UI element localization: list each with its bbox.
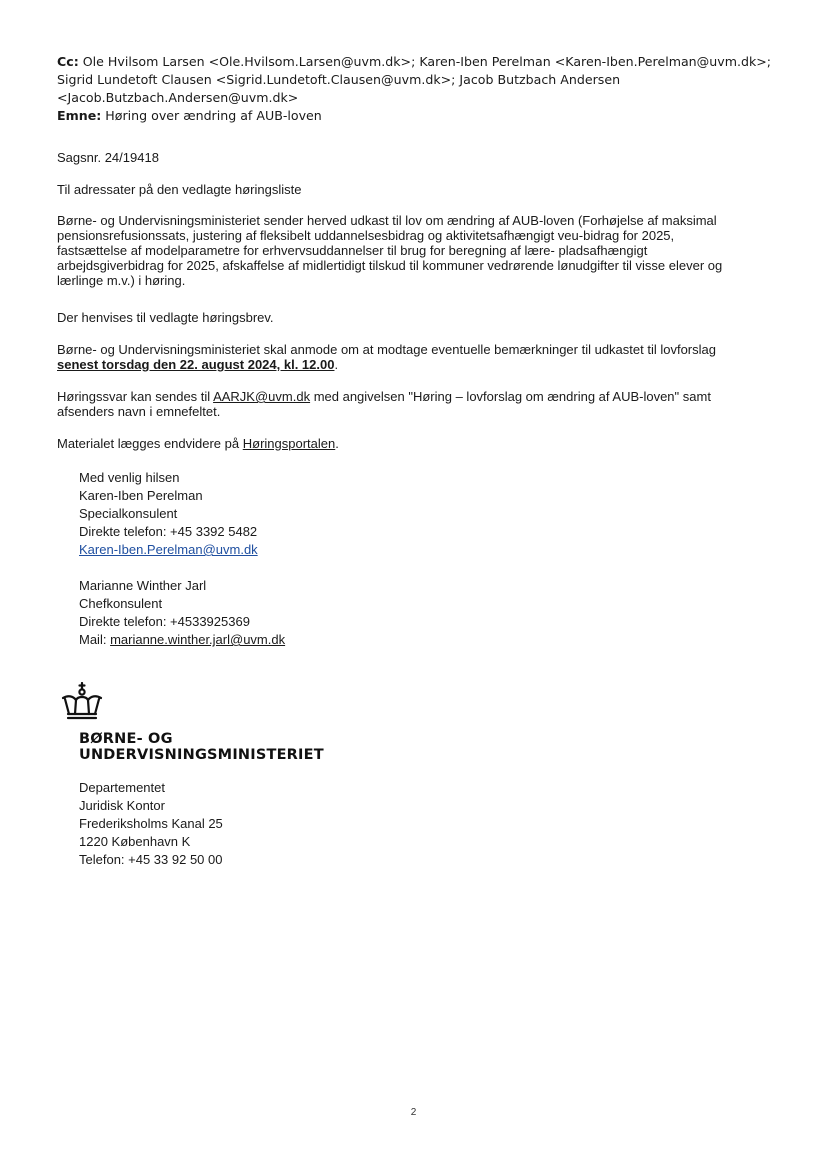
cc-recipients: Ole Hvilsom Larsen <Ole.Hvilsom.Larsen@uvm.dk>; Karen-Iben Perelman <Karen-Iben.Perelman@uvm.dk>; [82,54,772,69]
portal-link[interactable]: Høringsportalen [242,436,336,451]
office: Juridisk Kontor [79,798,165,813]
subject-text: Høring over ændring af AUB-loven [105,108,322,123]
paragraph-line: pensionsrefusionssats, justering af fleksibelt uddannelsesbidrag og aktivitetsafhængigt veu-bidrag for 2025, [57,228,675,243]
cc-label: Cc: [57,54,79,69]
signer-name: Marianne Winther Jarl [79,578,207,593]
paragraph-line: lærlinge m.v.) i høring. [57,273,186,288]
portal-post: . [335,436,339,451]
paragraph-intro [57,213,777,288]
case-number: Sagsnr. 24/19418 [57,150,159,165]
signer-name: Karen-Iben Perelman [79,488,203,503]
signer-mail-link[interactable]: marianne.winther.jarl@uvm.dk [110,632,286,647]
paragraph-line: Børne- og Undervisningsministeriet skal anmode om at modtage eventuelle bemærkninger til udkastet til lovforslag [57,342,716,357]
signature-block-2 [79,577,285,649]
paragraph-line: arbejdsgiverbidrag for 2025, afskaffelse af midlertidigt tilskud til kommuner vedrørende lønudgifter til visse elever og [57,258,723,273]
subject-line [57,107,797,125]
paragraph-line: afsenders navn i emnefeltet. [57,404,221,419]
signer-phone: Direkte telefon: +45 3392 5482 [79,524,258,539]
paragraph-reference: Der henvises til vedlagte høringsbrev. [57,310,274,325]
response-email-link[interactable]: AARJK@uvm.dk [213,389,311,404]
deadline-text: senest torsdag den 22. august 2024, kl. 12.00 [57,357,335,372]
signer-email-link[interactable]: Karen-Iben.Perelman@uvm.dk [79,542,258,557]
response-pre: Høringssvar kan sendes til [57,389,214,404]
response-line [57,389,777,404]
ministry-name-line: BØRNE- OG [79,731,173,747]
deadline-line [57,357,777,372]
mail-label: Mail: [79,632,111,647]
cc-line-1 [57,53,797,71]
paragraph-line: fastsættelse af modelparametre for erhvervsuddannelser til brug for beregning af lære- pladsafhængigt [57,243,648,258]
department: Departementet [79,780,165,795]
email-header [57,53,797,125]
ministry-phone: Telefon: +45 33 92 50 00 [79,852,223,867]
street: Frederiksholms Kanal 25 [79,816,223,831]
addressees-line: Til adressater på den vedlagte høringsliste [57,182,302,197]
page-number: 2 [410,1107,417,1118]
paragraph-deadline [57,342,777,372]
crown-logo-icon [60,682,104,722]
paragraph-response [57,389,777,419]
ministry-address [79,779,223,869]
paragraph-portal [57,436,777,451]
signer-title: Specialkonsulent [79,506,178,521]
signer-mail-line [79,631,285,649]
cc-line-2: Sigrid Lundetoft Clausen <Sigrid.Lundetoft.Clausen@uvm.dk>; Jacob Butzbach Andersen [57,72,621,87]
ministry-name-line: UNDERVISNINGSMINISTERIET [79,747,324,763]
signer-title: Chefkonsulent [79,596,163,611]
deadline-end: . [334,357,339,372]
paragraph-line: Børne- og Undervisningsministeriet sender herved udkast til lov om ændring af AUB-loven (Forhøjelse af maksimal [57,213,717,228]
city: 1220 København K [79,834,191,849]
signer-phone: Direkte telefon: +4533925369 [79,614,250,629]
greeting: Med venlig hilsen [79,470,180,485]
cc-line-3: <Jacob.Butzbach.Andersen@uvm.dk> [57,90,299,105]
response-post: med angivelsen "Høring – lovforslag om ændring af AUB-loven" samt [310,389,711,404]
signature-block-1 [79,469,258,559]
ministry-name [79,731,324,763]
portal-pre: Materialet lægges endvidere på [57,436,243,451]
subject-label: Emne: [57,108,102,123]
